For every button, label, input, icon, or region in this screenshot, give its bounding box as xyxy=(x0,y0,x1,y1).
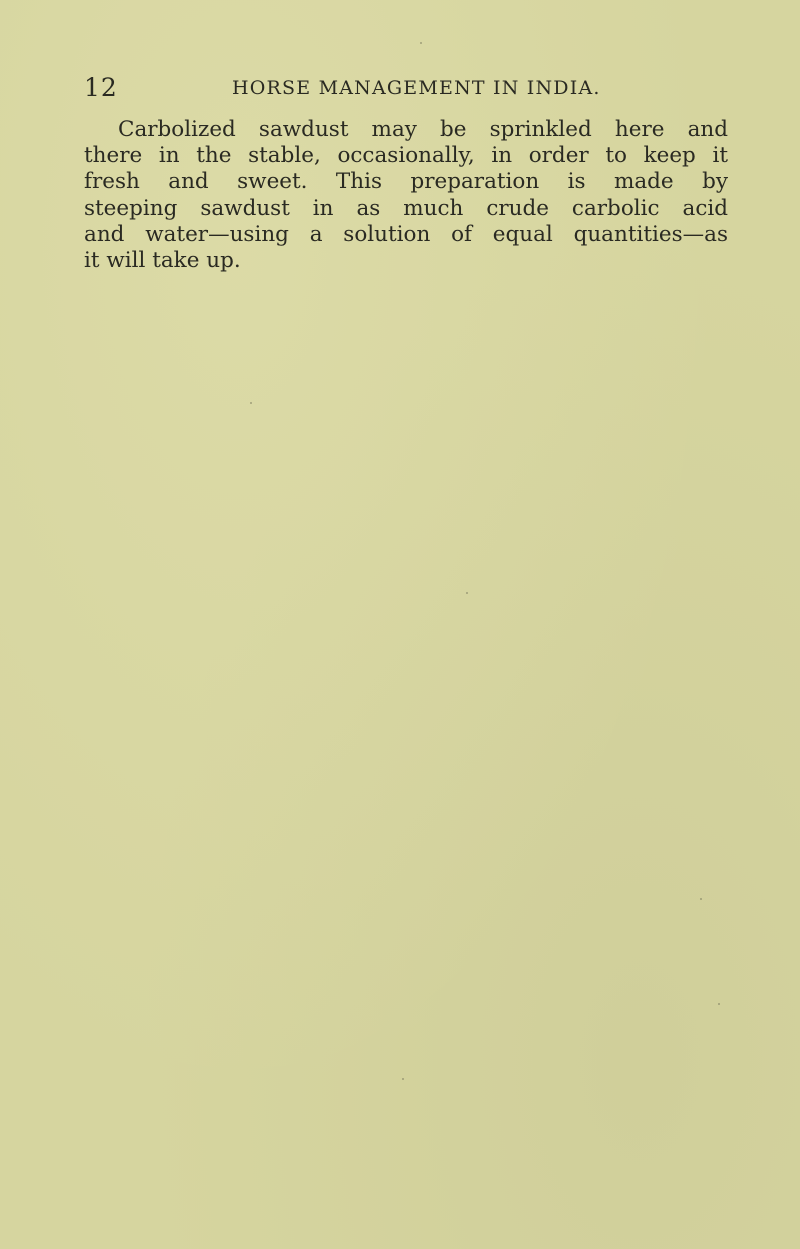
text-line: there in the stable, occasionally, in order to keep it xyxy=(84,143,728,169)
running-head xyxy=(84,72,724,104)
text-line: Carbolized sawdust may be sprinkled here and xyxy=(118,117,728,142)
paper-speck xyxy=(420,42,422,44)
paper-speck xyxy=(718,1003,720,1005)
page-number: 12 xyxy=(84,73,118,102)
text-line: it will take up. xyxy=(84,248,241,274)
text-line: and water—using a solution of equal quantities—as xyxy=(84,221,728,247)
paper-speck xyxy=(402,1078,404,1080)
paragraph xyxy=(84,117,728,274)
text-line: steeping sawdust in as much crude carbolic acid xyxy=(84,195,728,221)
paper-speck xyxy=(250,402,252,404)
paper-speck xyxy=(700,898,702,900)
running-title: HORSE MANAGEMENT IN INDIA. xyxy=(232,77,601,99)
paper-speck xyxy=(466,592,468,594)
text-line: fresh and sweet. This preparation is made by xyxy=(84,169,728,195)
